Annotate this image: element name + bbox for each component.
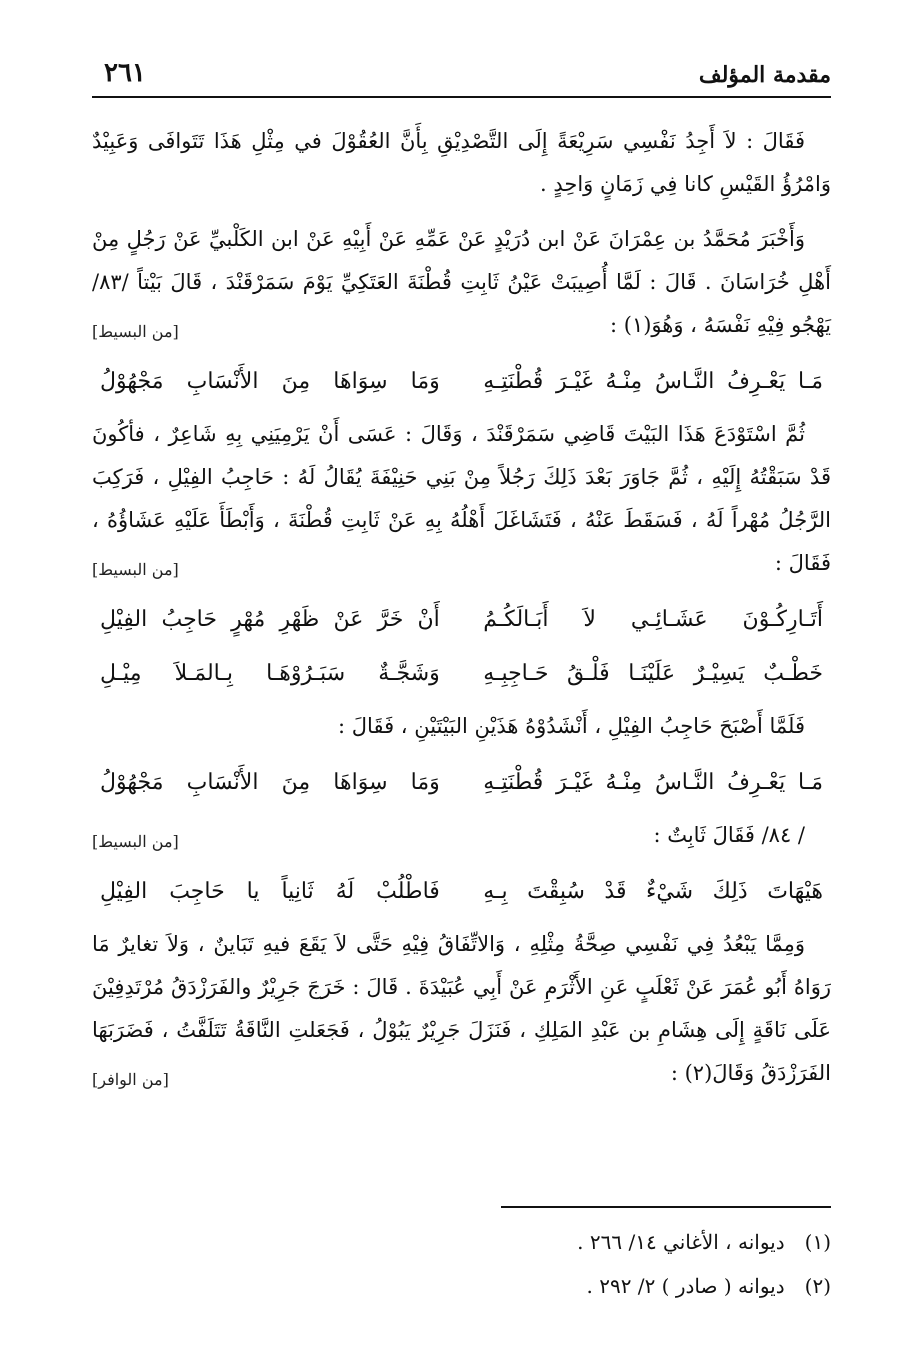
paragraph-3-block xyxy=(92,413,831,585)
paragraph-5-block xyxy=(92,814,831,857)
paragraph-6-block xyxy=(92,923,831,1095)
verse-first-hemistich: أَتَـارِكُـوْنَ عَشَـائِـي لاَ أَبَـالَكُـمُ xyxy=(483,607,823,632)
verse-line xyxy=(92,869,831,915)
verse-first-hemistich: هَيْهَاتَ ذَلِكَ شَيْءٌ قَدْ سُبِقْتَ بِـهِ xyxy=(483,879,823,904)
verse-line xyxy=(92,597,831,643)
paragraph-3: ثُمَّ اسْتَوْدَعَ هَذَا البَيْتَ قَاضِي سَمَرْقَنْدَ ، وَقَالَ : عَسَى أَنْ يَرْمِيَنِي بِهِ شَاعِرٌ ، فأكُونَ قَدْ سَبَقْتُهُ إِلَيْهِ ، ثُمَّ جَاوَرَ بَعْدَ ذَلِكَ رَجُلاً مِنْ بَنِي حَنِيْفَةَ يُقَالُ لَهُ : حَاجِبُ الفِيْلِ ، فَرَكِبَ الرَّجُلُ مُهْراً لَهُ ، فَسَقَطَ عَنْهُ ، فَتَشَاغَلَ أَهْلُهُ بِهِ عَنْ ثَابِتِ قُطْنَةَ ، وَأَبْطَأَ عَلَيْهِ عَشَاؤُهُ ، فَقَالَ : xyxy=(92,422,831,575)
footnote-text: ديوانه ، الأغاني ١٤/ ٢٦٦ . xyxy=(577,1230,785,1254)
paragraph-6: وَمِمَّا يَبْعُدُ فِي نَفْسِي صِحَّةُ مِثْلِهِ ، وَالاتِّفَاقُ فِيْهِ حَتَّى لاَ يَقَعَ فيهِ تَبَاينٌ ، وَلاَ تغايرٌ مَا رَوَاهُ أَبُو عُمَرَ عَنْ ثَعْلَبٍ عَنِ الأَثْرَمِ عَنْ أَبِي عُبَيْدَةَ . قَالَ : خَرَجَ جَرِيْرٌ والفَرَزْدَقُ مُرْتَدِفِيْنَ عَلَى نَاقَةٍ إِلَى هِشَامِ بن عَبْدِ المَلِكِ ، فَنَزَلَ جَرِيْرٌ يَبُوْلُ ، فَجَعَلتِ النَّاقَةُ تَتَلَفَّتُ ، فَضَرَبَهَا الفَرَزْدَقُ وَقَالَ(٢) : xyxy=(92,932,831,1085)
footnote-item xyxy=(92,1222,831,1262)
verse-second-hemistich: أَنْ خَرَّ عَنْ ظَهْرِ مُهْرٍ حَاجِبُ الفِيْلِ xyxy=(100,607,440,632)
page-body xyxy=(92,120,831,1107)
verse-second-hemistich: وَمَا سِوَاهَا مِنَ الأَنْسَابِ مَجْهُوْلُ xyxy=(100,369,440,394)
paragraph-5: / ٨٤/ فَقَالَ ثَابِتٌ : xyxy=(653,823,805,847)
page-number: ٢٦١ xyxy=(104,58,146,88)
verse-second-hemistich: فَاطْلُبْ لَهُ ثَانِياً يا حَاجِبَ الفِيْلِ xyxy=(100,879,440,904)
verse-second-hemistich: وَشَجَّـةٌ سَبَـرُوْهَـا بِـالمَـلاَ مِيْـلِ xyxy=(100,661,440,686)
paragraph-2: وَأَخْبَرَ مُحَمَّدُ بن عِمْرَانَ عَنْ ابن دُرَيْدٍ عَنْ عَمِّهِ عَنْ أَبِيْهِ عَنْ ابن الكَلْبيِّ عَنْ رَجُلٍ مِنْ أَهْلِ خُرَاسَانَ . قَالَ : لَمَّا أُصِيبَتْ عَيْنُ ثَابِتِ قُطْنَةَ العَتَكِيِّ يَوْمَ سَمَرْقَنْدَ ، قَالَ بَيْتاً /٨٣/ يَهْجُو فِيْهِ نَفْسَهُ ، وَهُوَ(١) : xyxy=(92,227,831,337)
meter-label: [من البسيط] xyxy=(92,560,179,579)
footnote-text: ديوانه ( صادر ) ٢/ ٢٩٢ . xyxy=(586,1274,785,1298)
verse-line xyxy=(92,359,831,405)
meter-label: [من البسيط] xyxy=(92,322,179,341)
paragraph-4: فَلَمَّا أَصْبَحَ حَاجِبُ الفِيْلِ ، أَنْشَدُوْهُ هَذَيْنِ البَيْتَيْنِ ، فَقَالَ : xyxy=(338,714,805,738)
verse-first-hemistich: خَطْـبٌ يَسِيْـرٌ عَلَيْنَـا فَلْـقُ حَـاجِبِـهِ xyxy=(483,661,823,686)
verse-line xyxy=(92,651,831,697)
footnote-number: (١) xyxy=(804,1230,831,1254)
footnote-item xyxy=(92,1266,831,1306)
verse-first-hemistich: مَـا يَعْـرِفُ النَّـاسُ مِنْـهُ غَيْـرَ قُطْنَتِـهِ xyxy=(483,369,823,394)
footnotes xyxy=(92,1222,831,1310)
footnote-number: (٢) xyxy=(804,1274,831,1298)
page-header xyxy=(92,52,831,98)
verse-second-hemistich: وَمَا سِوَاهَا مِنَ الأَنْسَابِ مَجْهُوْلُ xyxy=(100,770,440,795)
meter-label: [من البسيط] xyxy=(92,832,179,851)
paragraph-2-block xyxy=(92,218,831,347)
paragraph-1: فَقَالَ : لاَ أَجِدُ نَفْسِي سَرِيْعَةً إِلَى التَّصْدِيْقِ بِأَنَّ العُقُوْلَ في مِثْلِ هَذَا تَتَوافَى وَعَبِيْدٌ وَامْرُؤُ القَيْسِ كانا فِي زَمَانٍ وَاحِدٍ . xyxy=(92,129,831,196)
verse-first-hemistich: مَـا يَعْـرِفُ النَّـاسُ مِنْـهُ غَيْـرَ قُطْنَتِـهِ xyxy=(483,770,823,795)
verse-line xyxy=(92,760,831,806)
section-title: مقدمة المؤلف xyxy=(698,62,831,88)
meter-label: [من الوافر] xyxy=(92,1070,169,1089)
footnote-separator xyxy=(501,1206,831,1208)
